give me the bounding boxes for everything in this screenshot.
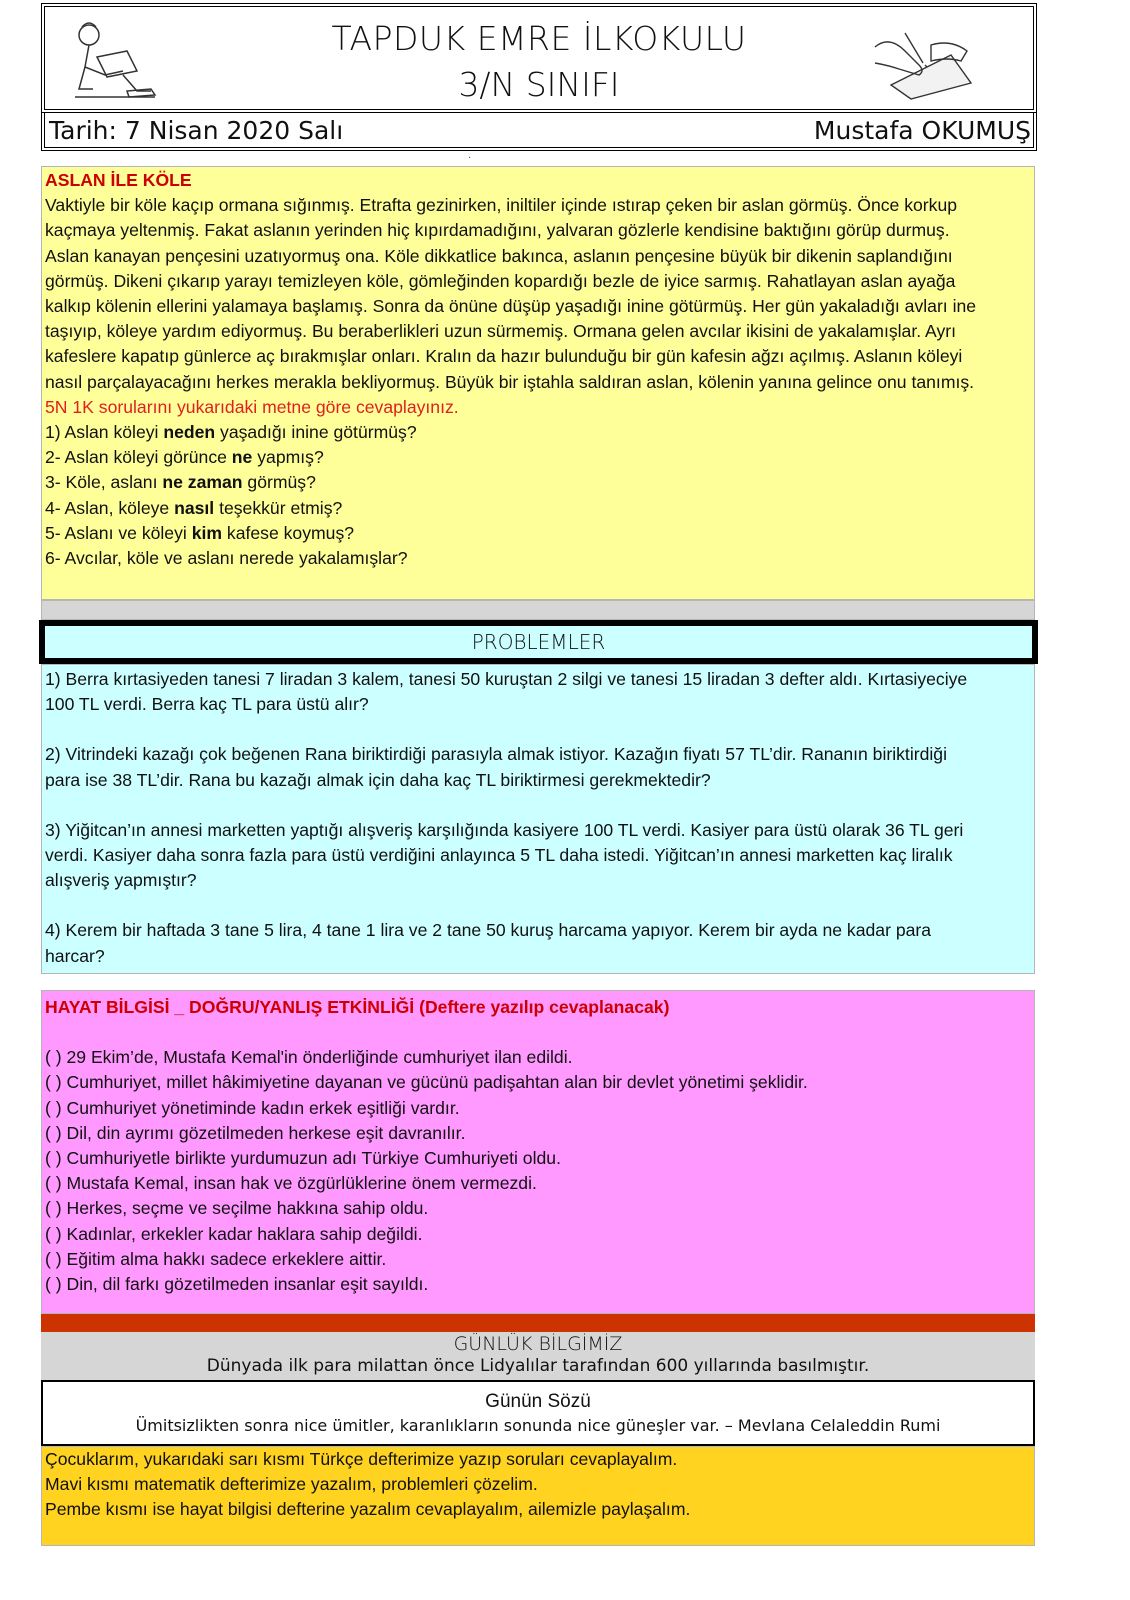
question-item: 6- Avcılar, köle ve aslanı nerede yakalamışlar? [45, 548, 408, 569]
class-title: 3/N SINIFI [458, 65, 620, 104]
story-line: taşıyıp, köleye yardım ediyormuş. Bu beraberlikleri uzun sürmemiş. Ormana gelen avcılar ikisini de yakalamışlar. Ayrı [45, 321, 956, 342]
true-false-item: ( ) Cumhuriyetle birlikte yurdumuzun adı Türkiye Cumhuriyeti oldu. [45, 1148, 561, 1169]
date-bar [41, 113, 1037, 151]
problem-line: 4) Kerem bir haftada 3 tane 5 lira, 4 tane 1 lira ve 2 tane 50 kuruş harcama yapıyor. Kerem bir ayda ne kadar para [45, 920, 932, 941]
instruction-line: Çocuklarım, yukarıdaki sarı kısmı Türkçe defterimize yazıp soruları cevaplayalım. [45, 1449, 678, 1469]
story-line: kaçmaya yeltenmiş. Fakat aslanın yerinden hiç kıpırdamadığını, yalvaran gözlerle kendisine baktığını görüp durmuş. [45, 220, 950, 241]
true-false-item: ( ) Dil, din ayrımı gözetilmeden herkese eşit davranılır. [45, 1122, 466, 1143]
separator-dot: . [468, 150, 472, 161]
question-item: 3- Köle, aslanı ne zaman görmüş? [45, 472, 316, 493]
instructions-section [41, 1446, 1035, 1546]
hayat-title: HAYAT BİLGİSİ _ DOĞRU/YANLIŞ ETKİNLİĞİ (Deftere yazılıp cevaplanacak) [45, 997, 670, 1017]
question-item: 4- Aslan, köleye nasıl teşekkür etmiş? [45, 497, 343, 518]
section-divider [41, 600, 1035, 620]
true-false-item: ( ) Cumhuriyet, millet hâkimiyetine dayanan ve gücünü padişahtan alan bir devlet yönetimi şeklidir. [45, 1072, 808, 1093]
problem-line: harcar? [45, 945, 105, 966]
story-line: görmüş. Dikeni çıkarıp yarayı temizleyen köle, gömleğinden kopardığı bezle de iyice sarmış. Rahatlayan aslan ayağa [45, 270, 956, 291]
true-false-item: ( ) 29 Ekim’de, Mustafa Kemal'in önderliğinde cumhuriyet ilan edildi. [45, 1047, 573, 1068]
story-line: Aslan kanayan pençesini uzatıyormuş ona. Köle dikkatlice bakınca, aslanın pençesine büyük bir dikenin saplandığını [45, 245, 953, 266]
instruction-line: Mavi kısmı matematik defterimize yazalım, problemleri çözelim. [45, 1474, 538, 1495]
problem-line: alışveriş yapmıştır? [45, 870, 197, 891]
problem-line: 2) Vitrindeki kazağı çok beğenen Rana biriktirdiği parasıyla almak istiyor. Kazağın fiyatı 57 TL’dir. Rananın biriktirdiği [45, 744, 947, 765]
teacher-name: Mustafa OKUMUŞ [813, 116, 1031, 145]
true-false-item: ( ) Cumhuriyet yönetiminde kadın erkek eşitliği vardır. [45, 1097, 460, 1118]
instruction-line: Pembe kısmı ise hayat bilgisi defterine yazalım cevaplayalım, ailemizle paylaşalım. [45, 1499, 691, 1520]
daily-info-section [41, 1332, 1035, 1380]
problem-line: 100 TL verdi. Berra kaç TL para üstü alır? [45, 694, 369, 715]
writing-hand-illustration [871, 25, 981, 101]
true-false-item: ( ) Kadınlar, erkekler kadar haklara sahip değildi. [45, 1223, 423, 1244]
problem-line: para ise 38 TL’dir. Rana bu kazağı almak için daha kaç TL biriktirmesi gerekmektedir? [45, 769, 711, 790]
daily-info-title: GÜNLÜK BİLGİMİZ [453, 1333, 623, 1355]
problem-line: 3) Yiğitcan’ın annesi marketten yaptığı alışveriş karşılığında kasiyere 100 TL verdi. Kasiyer para üstü olarak 36 TL geri [45, 819, 964, 840]
story-section [41, 166, 1035, 600]
daily-info-text: Dünyada ilk para milattan önce Lidyalılar tarafından 600 yıllarında basılmıştır. [206, 1356, 870, 1376]
red-divider [41, 1314, 1035, 1332]
true-false-item: ( ) Eğitim alma hakkı sadece erkeklere aittir. [45, 1248, 387, 1269]
question-item: 1) Aslan köleyi neden yaşadığı inine götürmüş? [45, 422, 417, 443]
story-title: ASLAN İLE KÖLE [45, 170, 192, 190]
true-false-item: ( ) Din, dil farkı gözetilmeden insanlar eşit sayıldı. [45, 1274, 429, 1295]
problems-section [41, 664, 1035, 974]
question-item: 2- Aslan köleyi görünce ne yapmış? [45, 447, 324, 468]
problems-title: PROBLEMLER [39, 620, 1038, 664]
hayat-bilgisi-section [41, 990, 1035, 1314]
date-label: Tarih: 7 Nisan 2020 Salı [49, 116, 344, 145]
problem-line: 1) Berra kırtasiyeden tanesi 7 liradan 3 kalem, tanesi 50 kuruştan 2 silgi ve tanesi 15 liradan 3 defter aldı. Kırtasiyeciye [45, 669, 968, 689]
story-line: kafeslere kapatıp günlerce aç bırakmışlar onları. Kralın da hazır bulunduğu bir gün kafesin ağzı açılmış. Aslanın köleyi [45, 346, 963, 367]
story-instruction: 5N 1K sorularını yukarıdaki metne göre cevaplayınız. [45, 396, 459, 417]
quote-text: Ümitsizlikten sonra nice ümitler, karanlıkların sonunda nice güneşler var. – Mevlana Celaleddin Rumi [135, 1416, 941, 1435]
quote-title: Günün Sözü [485, 1391, 591, 1412]
problem-line: verdi. Kasiyer daha sonra fazla para üstü verdiğini anlayınca 5 TL daha istedi. Yiğitcan’ın annesi marketten kaç liralık [45, 845, 953, 866]
problems-content [42, 665, 1034, 969]
story-line: nasıl parçalayacağını herkes merakla bekliyormuş. Büyük bir iştahla saldıran aslan, kölenin yanına gelince onu tanımış. [45, 371, 975, 392]
header-box [41, 3, 1037, 113]
instructions-content [42, 1447, 1034, 1523]
school-title: TAPDUK EMRE İLKOKULU [331, 19, 747, 58]
hayat-content [42, 991, 1034, 1297]
quote-section [41, 1380, 1035, 1446]
story-line: Vaktiyle bir köle kaçıp ormana sığınmış. Etrafta gezinirken, iniltiler içinde ıstırap çeken bir aslan görmüş. Önce korkup [45, 195, 958, 216]
true-false-item: ( ) Herkes, seçme ve seçilme hakkına sahip oldu. [45, 1198, 429, 1219]
true-false-item: ( ) Mustafa Kemal, insan hak ve özgürlüklerine önem vermezdi. [45, 1173, 537, 1194]
story-content [42, 167, 1034, 571]
story-line: kalkıp kölenin ellerini yalamaya başlamış. Sonra da önüne düşüp yaşadığı inine götürmüş. Her gün yakaladığı avları ine [45, 296, 977, 317]
question-item: 5- Aslanı ve köleyi kim kafese koymuş? [45, 522, 355, 543]
